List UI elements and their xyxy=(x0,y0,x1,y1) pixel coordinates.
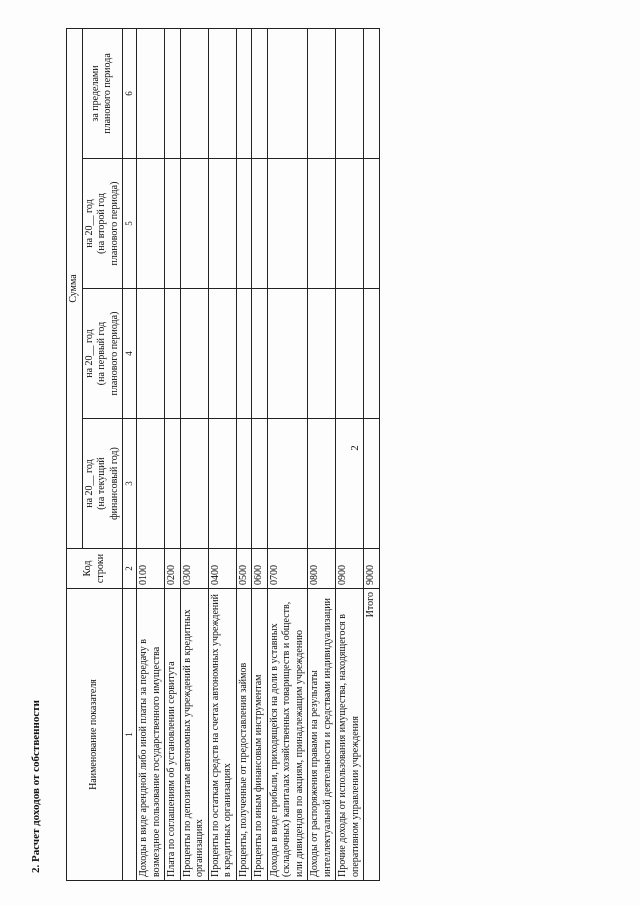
row-code: 0400 xyxy=(208,549,236,589)
value-cell[interactable] xyxy=(180,289,208,419)
value-cell[interactable] xyxy=(165,289,181,419)
value-cell[interactable] xyxy=(236,419,252,549)
value-cell[interactable] xyxy=(236,159,252,289)
row-name: Проценты по иным финансовым инструментам xyxy=(252,589,268,881)
row-name: Прочие доходы от использования имущества, находящегося в оперативном управлении учреждения xyxy=(336,589,364,881)
row-name: Доходы в виде арендной либо иной платы за передачу в возмездное пользование государственного имущества xyxy=(137,589,165,881)
value-cell[interactable] xyxy=(308,289,336,419)
table-row xyxy=(267,28,308,880)
row-name: Проценты по остаткам средств на счетах автономных учреждений в кредитных организациях xyxy=(208,589,236,881)
value-cell[interactable] xyxy=(180,159,208,289)
value-cell[interactable] xyxy=(336,159,364,289)
value-cell[interactable] xyxy=(137,419,165,549)
header-sum: Сумма xyxy=(67,28,83,548)
value-cell[interactable] xyxy=(137,28,165,158)
value-cell[interactable] xyxy=(336,289,364,419)
value-cell[interactable] xyxy=(364,289,380,419)
value-cell[interactable] xyxy=(208,289,236,419)
table-row xyxy=(180,28,208,880)
value-cell[interactable] xyxy=(364,159,380,289)
value-cell[interactable] xyxy=(308,28,336,158)
revenue-table xyxy=(66,28,380,881)
row-code: 0700 xyxy=(267,549,308,589)
row-code: 0600 xyxy=(252,549,268,589)
value-cell[interactable] xyxy=(336,419,364,549)
row-name: Проценты, полученные от предоставления займов xyxy=(236,589,252,881)
total-row xyxy=(364,28,380,880)
column-number: 2 xyxy=(123,549,137,589)
table-row xyxy=(336,28,364,880)
table-row xyxy=(165,28,181,880)
row-name: Доходы в виде прибыли, приходящейся на доли в уставных (складочных) капиталах хозяйственных товариществ и обществ, или дивидендов по акциям, принадлежащим учреждению xyxy=(267,589,308,881)
row-name: Плата по соглашениям об установлении сервитута xyxy=(165,589,181,881)
column-number: 4 xyxy=(123,289,137,419)
column-number-row xyxy=(123,28,137,880)
rotated-page-content xyxy=(18,11,638,891)
value-cell[interactable] xyxy=(137,289,165,419)
row-code: 0300 xyxy=(180,549,208,589)
header-name: Наименование показателя xyxy=(67,589,123,881)
value-cell[interactable] xyxy=(364,419,380,549)
row-code: 0200 xyxy=(165,549,181,589)
value-cell[interactable] xyxy=(165,28,181,158)
row-code: 0900 xyxy=(336,549,364,589)
value-cell[interactable] xyxy=(252,289,268,419)
column-number: 3 xyxy=(123,419,137,549)
value-cell[interactable] xyxy=(252,419,268,549)
value-cell[interactable] xyxy=(267,159,308,289)
value-cell[interactable] xyxy=(180,419,208,549)
value-cell[interactable] xyxy=(208,419,236,549)
value-cell[interactable] xyxy=(267,419,308,549)
table-row xyxy=(137,28,165,880)
value-cell[interactable] xyxy=(336,28,364,158)
row-name: Проценты по депозитам автономных учреждений в кредитных организациях xyxy=(180,589,208,881)
value-cell[interactable] xyxy=(308,159,336,289)
value-cell[interactable] xyxy=(252,159,268,289)
column-number: 6 xyxy=(123,28,137,158)
value-cell[interactable] xyxy=(208,159,236,289)
value-cell[interactable] xyxy=(267,289,308,419)
header-period-current: на 20__ год (на текущий финансовый год) xyxy=(82,419,123,549)
value-cell[interactable] xyxy=(208,28,236,158)
table-row xyxy=(252,28,268,880)
header-period-first: на 20__ год (на первый год планового периода) xyxy=(82,289,123,419)
value-cell[interactable] xyxy=(165,419,181,549)
row-code: 0800 xyxy=(308,549,336,589)
value-cell[interactable] xyxy=(267,28,308,158)
value-cell[interactable] xyxy=(180,28,208,158)
value-cell[interactable] xyxy=(364,28,380,158)
section-title: 2. Расчет доходов от собственности xyxy=(30,700,42,873)
column-number: 5 xyxy=(123,159,137,289)
header-code: Код строки xyxy=(67,549,123,589)
page-number: 2 xyxy=(349,445,361,451)
value-cell[interactable] xyxy=(165,159,181,289)
value-cell[interactable] xyxy=(236,289,252,419)
header-period-beyond: за пределами планового периода xyxy=(82,28,123,158)
value-cell[interactable] xyxy=(308,419,336,549)
total-code: 9000 xyxy=(364,549,380,589)
table-row xyxy=(308,28,336,880)
value-cell[interactable] xyxy=(252,28,268,158)
column-number: 1 xyxy=(123,589,137,881)
row-code: 0500 xyxy=(236,549,252,589)
total-label: Итого xyxy=(364,589,380,881)
row-code: 0100 xyxy=(137,549,165,589)
table-row xyxy=(236,28,252,880)
row-name: Доходы от распоряжения правами на результаты интеллектуальной деятельности и средствами индивидуализации xyxy=(308,589,336,881)
value-cell[interactable] xyxy=(236,28,252,158)
table-body xyxy=(137,28,380,880)
value-cell[interactable] xyxy=(137,159,165,289)
header-period-second: на 20__ год (на второй год планового периода) xyxy=(82,159,123,289)
table-row xyxy=(208,28,236,880)
